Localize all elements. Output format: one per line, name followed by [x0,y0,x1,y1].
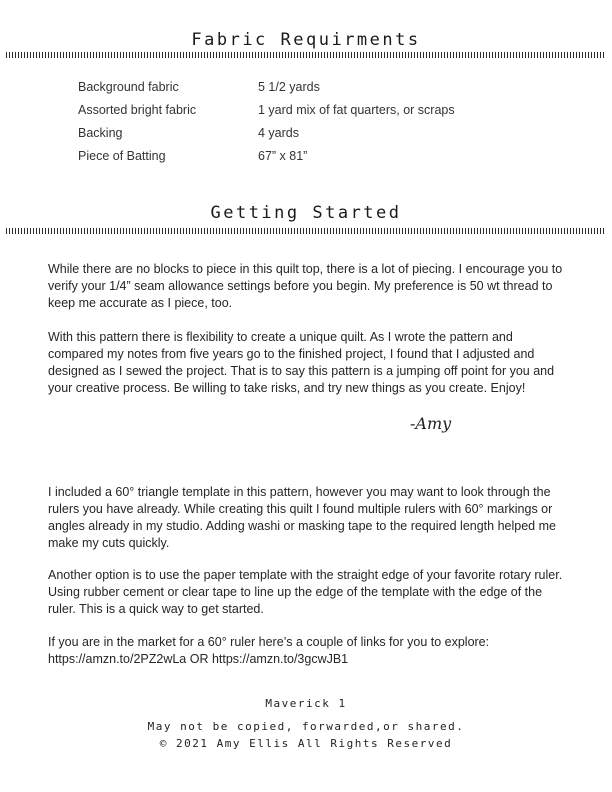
ruler-option-paragraph: Another option is to use the paper template with the straight edge of your favorite rotary ruler. Using rubber cement or clear tape to line up the edge of the template with the edge of the ruler. This is a quick way to get started. [48,568,563,616]
fabric-row-label: Assorted bright fabric [78,103,197,117]
getting-started-heading: Getting Started [210,203,402,223]
copy-notice: May not be copied, forwarded,or shared. [147,720,465,733]
fabric-row-label: Piece of Batting [78,149,166,163]
page-label: Maverick 1 [265,697,347,710]
intro-paragraph: While there are no blocks to piece in this quilt top, there is a lot of piecing. I encourage you to verify your 1/4” seam allowance settings before you begin. My preference is 50 wt thread to keep me accurate as I piece, too. [48,262,563,310]
section-divider [6,228,606,234]
fabric-row-label: Backing [78,126,123,140]
copyright-line: © 2021 Amy Ellis All Rights Reserved [159,737,453,750]
fabric-row-value: 1 yard mix of fat quarters, or scraps [258,103,455,117]
fabric-row-value: 4 yards [258,126,299,140]
fabric-row-label: Background fabric [78,80,179,94]
author-signature: -Amy [410,414,452,433]
fabric-row-value: 67” x 81” [258,149,308,163]
ruler-links-paragraph: If you are in the market for a 60° ruler here’s a couple of links for you to explore: https://amzn.to/2PZ2wLa OR https://amzn.to/3gcwJB1 [48,635,490,666]
template-paragraph: I included a 60° triangle template in this pattern, however you may want to look through the rulers you have already. While creating this quilt I found multiple rulers with 60° markings or angles already in my studio. Adding washi or masking tape to the required length helped me make my cuts quickly. [48,485,556,550]
flexibility-paragraph: With this pattern there is flexibility to create a unique quilt. As I wrote the pattern and compared my notes from five years go to the finished project, I found that I adjusted and designed as I sewed the project. That is to say this pattern is a jumping off point for you and your creative process. Be willing to take risks, and try new things as you create. Enjoy! [48,330,555,395]
fabric-requirements-heading: Fabric Requirments [191,30,421,50]
fabric-row-value: 5 1/2 yards [258,80,320,94]
section-divider [6,52,606,58]
